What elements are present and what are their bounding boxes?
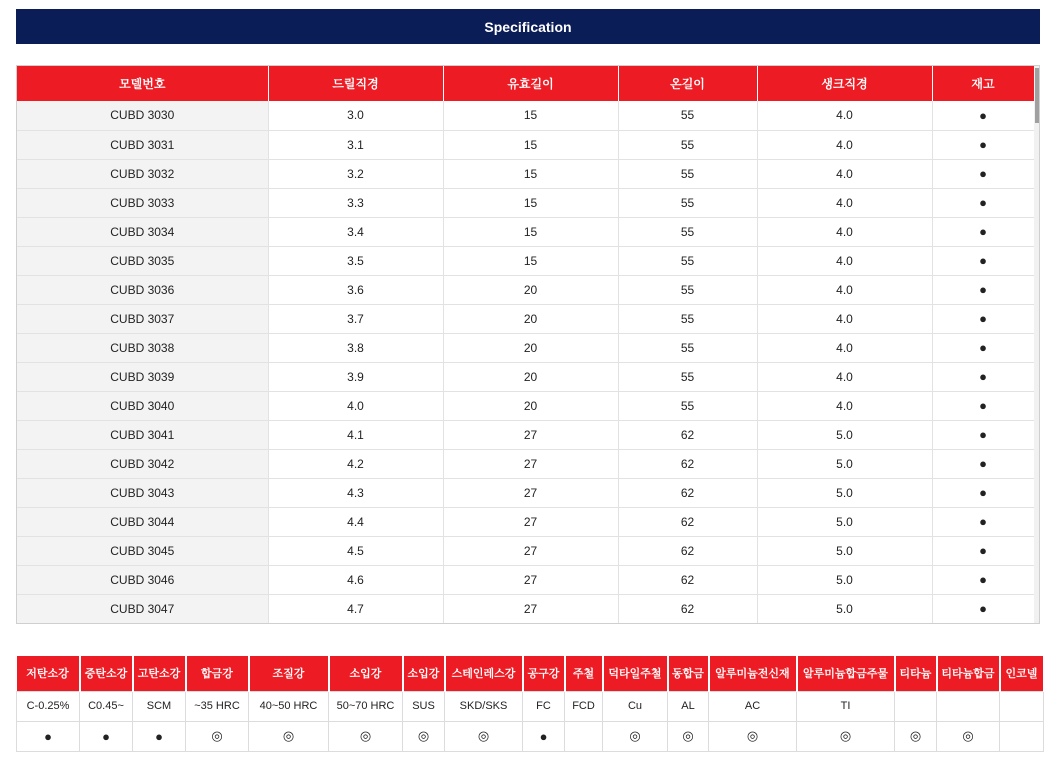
drill-diameter-cell: 4.7 [268,594,443,623]
material-header: 고탄소강 [133,656,186,691]
material-mark-row [17,721,1044,751]
material-code-cell: SUS [403,691,445,721]
material-header: 동합금 [668,656,709,691]
suitability-mark [1000,721,1044,751]
model-number-cell: CUBD 3037 [17,304,268,333]
stock-indicator: ● [932,362,1034,391]
model-number-cell: CUBD 3032 [17,159,268,188]
model-number-cell: CUBD 3046 [17,565,268,594]
effective-length-cell: 27 [443,420,618,449]
effective-length-cell: 20 [443,362,618,391]
shank-diameter-cell: 4.0 [757,246,932,275]
shank-diameter-cell: 4.0 [757,159,932,188]
header-stock: 재고 [932,66,1034,101]
spec-row [17,536,1034,565]
material-header-row [17,656,1044,691]
stock-indicator: ● [932,594,1034,623]
shank-diameter-cell: 4.0 [757,130,932,159]
material-header: 합금강 [186,656,249,691]
material-header: 공구강 [523,656,565,691]
spec-row [17,130,1034,159]
suitability-mark: ◎ [603,721,668,751]
model-number-cell: CUBD 3034 [17,217,268,246]
material-header: 알루미늄합금주물 [797,656,895,691]
suitability-mark: ◎ [797,721,895,751]
specification-title: Specification [16,9,1040,44]
model-number-cell: CUBD 3030 [17,101,268,130]
drill-diameter-cell: 4.5 [268,536,443,565]
effective-length-cell: 20 [443,304,618,333]
suitability-mark: ◎ [937,721,1000,751]
spec-row [17,101,1034,130]
material-header: 조질강 [249,656,329,691]
shank-diameter-cell: 4.0 [757,391,932,420]
model-number-cell: CUBD 3033 [17,188,268,217]
shank-diameter-cell: 5.0 [757,449,932,478]
material-code-cell: SKD/SKS [445,691,523,721]
header-total-length: 온길이 [618,66,757,101]
total-length-cell: 55 [618,101,757,130]
shank-diameter-cell: 5.0 [757,420,932,449]
model-number-cell: CUBD 3043 [17,478,268,507]
stock-indicator: ● [932,217,1034,246]
material-code-cell: 40~50 HRC [249,691,329,721]
shank-diameter-cell: 5.0 [757,565,932,594]
spec-row [17,275,1034,304]
model-number-cell: CUBD 3047 [17,594,268,623]
drill-diameter-cell: 4.0 [268,391,443,420]
spec-row [17,594,1034,623]
effective-length-cell: 20 [443,333,618,362]
model-number-cell: CUBD 3039 [17,362,268,391]
shank-diameter-cell: 4.0 [757,217,932,246]
suitability-mark: ◎ [445,721,523,751]
material-code-cell: C0.45~ [80,691,133,721]
suitability-mark: ◎ [709,721,797,751]
drill-diameter-cell: 3.0 [268,101,443,130]
total-length-cell: 55 [618,304,757,333]
spec-row [17,565,1034,594]
effective-length-cell: 20 [443,275,618,304]
spec-table [17,66,1035,624]
material-code-cell: AL [668,691,709,721]
material-table-container [16,656,1040,752]
effective-length-cell: 20 [443,391,618,420]
effective-length-cell: 27 [443,536,618,565]
shank-diameter-cell: 5.0 [757,536,932,565]
header-model-number: 모델번호 [17,66,268,101]
suitability-mark: ● [523,721,565,751]
shank-diameter-cell: 4.0 [757,362,932,391]
stock-indicator: ● [932,101,1034,130]
stock-indicator: ● [932,333,1034,362]
suitability-mark: ● [133,721,186,751]
stock-indicator: ● [932,478,1034,507]
spec-row [17,246,1034,275]
material-header: 티타늄 [895,656,937,691]
effective-length-cell: 15 [443,101,618,130]
total-length-cell: 62 [618,507,757,536]
total-length-cell: 62 [618,449,757,478]
spec-row [17,217,1034,246]
shank-diameter-cell: 4.0 [757,101,932,130]
drill-diameter-cell: 3.6 [268,275,443,304]
drill-diameter-cell: 4.1 [268,420,443,449]
drill-diameter-cell: 3.9 [268,362,443,391]
material-code-cell: C-0.25% [17,691,80,721]
stock-indicator: ● [932,449,1034,478]
material-code-cell: FC [523,691,565,721]
model-number-cell: CUBD 3036 [17,275,268,304]
model-number-cell: CUBD 3031 [17,130,268,159]
spec-row [17,188,1034,217]
material-header: 주철 [565,656,603,691]
stock-indicator: ● [932,188,1034,217]
shank-diameter-cell: 5.0 [757,507,932,536]
stock-indicator: ● [932,565,1034,594]
suitability-mark: ◎ [668,721,709,751]
total-length-cell: 62 [618,565,757,594]
spec-row [17,362,1034,391]
total-length-cell: 55 [618,275,757,304]
material-code-cell: ~35 HRC [186,691,249,721]
header-effective-length: 유효길이 [443,66,618,101]
total-length-cell: 55 [618,188,757,217]
model-number-cell: CUBD 3042 [17,449,268,478]
total-length-cell: 62 [618,478,757,507]
stock-indicator: ● [932,275,1034,304]
effective-length-cell: 15 [443,188,618,217]
material-header: 티타늄합금 [937,656,1000,691]
spec-row [17,391,1034,420]
spec-table-body [17,101,1034,623]
scrollbar-track[interactable] [1034,66,1039,624]
material-header: 저탄소강 [17,656,80,691]
drill-diameter-cell: 3.5 [268,246,443,275]
model-number-cell: CUBD 3038 [17,333,268,362]
total-length-cell: 62 [618,420,757,449]
spec-row [17,420,1034,449]
effective-length-cell: 27 [443,507,618,536]
material-header: 알루미늄전신재 [709,656,797,691]
drill-diameter-cell: 4.6 [268,565,443,594]
model-number-cell: CUBD 3045 [17,536,268,565]
shank-diameter-cell: 4.0 [757,188,932,217]
material-header: 소입강 [329,656,403,691]
spec-header-row [17,66,1034,101]
spec-row [17,449,1034,478]
stock-indicator: ● [932,536,1034,565]
shank-diameter-cell: 5.0 [757,594,932,623]
spec-row [17,333,1034,362]
total-length-cell: 55 [618,130,757,159]
header-shank-diameter: 생크직경 [757,66,932,101]
drill-diameter-cell: 4.4 [268,507,443,536]
suitability-mark: ● [17,721,80,751]
stock-indicator: ● [932,246,1034,275]
material-header: 덕타일주철 [603,656,668,691]
drill-diameter-cell: 4.3 [268,478,443,507]
drill-diameter-cell: 3.3 [268,188,443,217]
stock-indicator: ● [932,391,1034,420]
effective-length-cell: 27 [443,594,618,623]
drill-diameter-cell: 3.2 [268,159,443,188]
suitability-mark [565,721,603,751]
material-code-cell [895,691,937,721]
drill-diameter-cell: 3.8 [268,333,443,362]
effective-length-cell: 27 [443,449,618,478]
suitability-mark: ◎ [186,721,249,751]
stock-indicator: ● [932,304,1034,333]
suitability-mark: ◎ [403,721,445,751]
spec-table-container[interactable] [16,65,1040,624]
spec-row [17,304,1034,333]
model-number-cell: CUBD 3035 [17,246,268,275]
total-length-cell: 55 [618,246,757,275]
spec-row [17,478,1034,507]
material-code-cell [1000,691,1044,721]
material-code-cell: AC [709,691,797,721]
effective-length-cell: 27 [443,478,618,507]
total-length-cell: 55 [618,362,757,391]
stock-indicator: ● [932,159,1034,188]
material-header: 소입강 [403,656,445,691]
effective-length-cell: 15 [443,217,618,246]
total-length-cell: 55 [618,217,757,246]
scrollbar-thumb[interactable] [1035,68,1039,123]
suitability-mark: ● [80,721,133,751]
total-length-cell: 62 [618,594,757,623]
shank-diameter-cell: 4.0 [757,333,932,362]
total-length-cell: 55 [618,333,757,362]
suitability-mark: ◎ [249,721,329,751]
stock-indicator: ● [932,130,1034,159]
material-table [16,656,1045,752]
effective-length-cell: 27 [443,565,618,594]
drill-diameter-cell: 3.1 [268,130,443,159]
drill-diameter-cell: 4.2 [268,449,443,478]
spec-row [17,159,1034,188]
material-code-cell: 50~70 HRC [329,691,403,721]
spec-row [17,507,1034,536]
header-drill-diameter: 드릴직경 [268,66,443,101]
shank-diameter-cell: 5.0 [757,478,932,507]
material-code-cell: FCD [565,691,603,721]
material-code-cell: TI [797,691,895,721]
shank-diameter-cell: 4.0 [757,304,932,333]
total-length-cell: 62 [618,536,757,565]
effective-length-cell: 15 [443,130,618,159]
total-length-cell: 55 [618,159,757,188]
shank-diameter-cell: 4.0 [757,275,932,304]
drill-diameter-cell: 3.7 [268,304,443,333]
effective-length-cell: 15 [443,246,618,275]
effective-length-cell: 15 [443,159,618,188]
material-code-row [17,691,1044,721]
material-header: 스테인레스강 [445,656,523,691]
material-header: 중탄소강 [80,656,133,691]
drill-diameter-cell: 3.4 [268,217,443,246]
model-number-cell: CUBD 3041 [17,420,268,449]
material-code-cell: Cu [603,691,668,721]
model-number-cell: CUBD 3044 [17,507,268,536]
model-number-cell: CUBD 3040 [17,391,268,420]
material-code-cell [937,691,1000,721]
material-code-cell: SCM [133,691,186,721]
suitability-mark: ◎ [895,721,937,751]
suitability-mark: ◎ [329,721,403,751]
total-length-cell: 55 [618,391,757,420]
stock-indicator: ● [932,420,1034,449]
material-header: 인코넬 [1000,656,1044,691]
stock-indicator: ● [932,507,1034,536]
